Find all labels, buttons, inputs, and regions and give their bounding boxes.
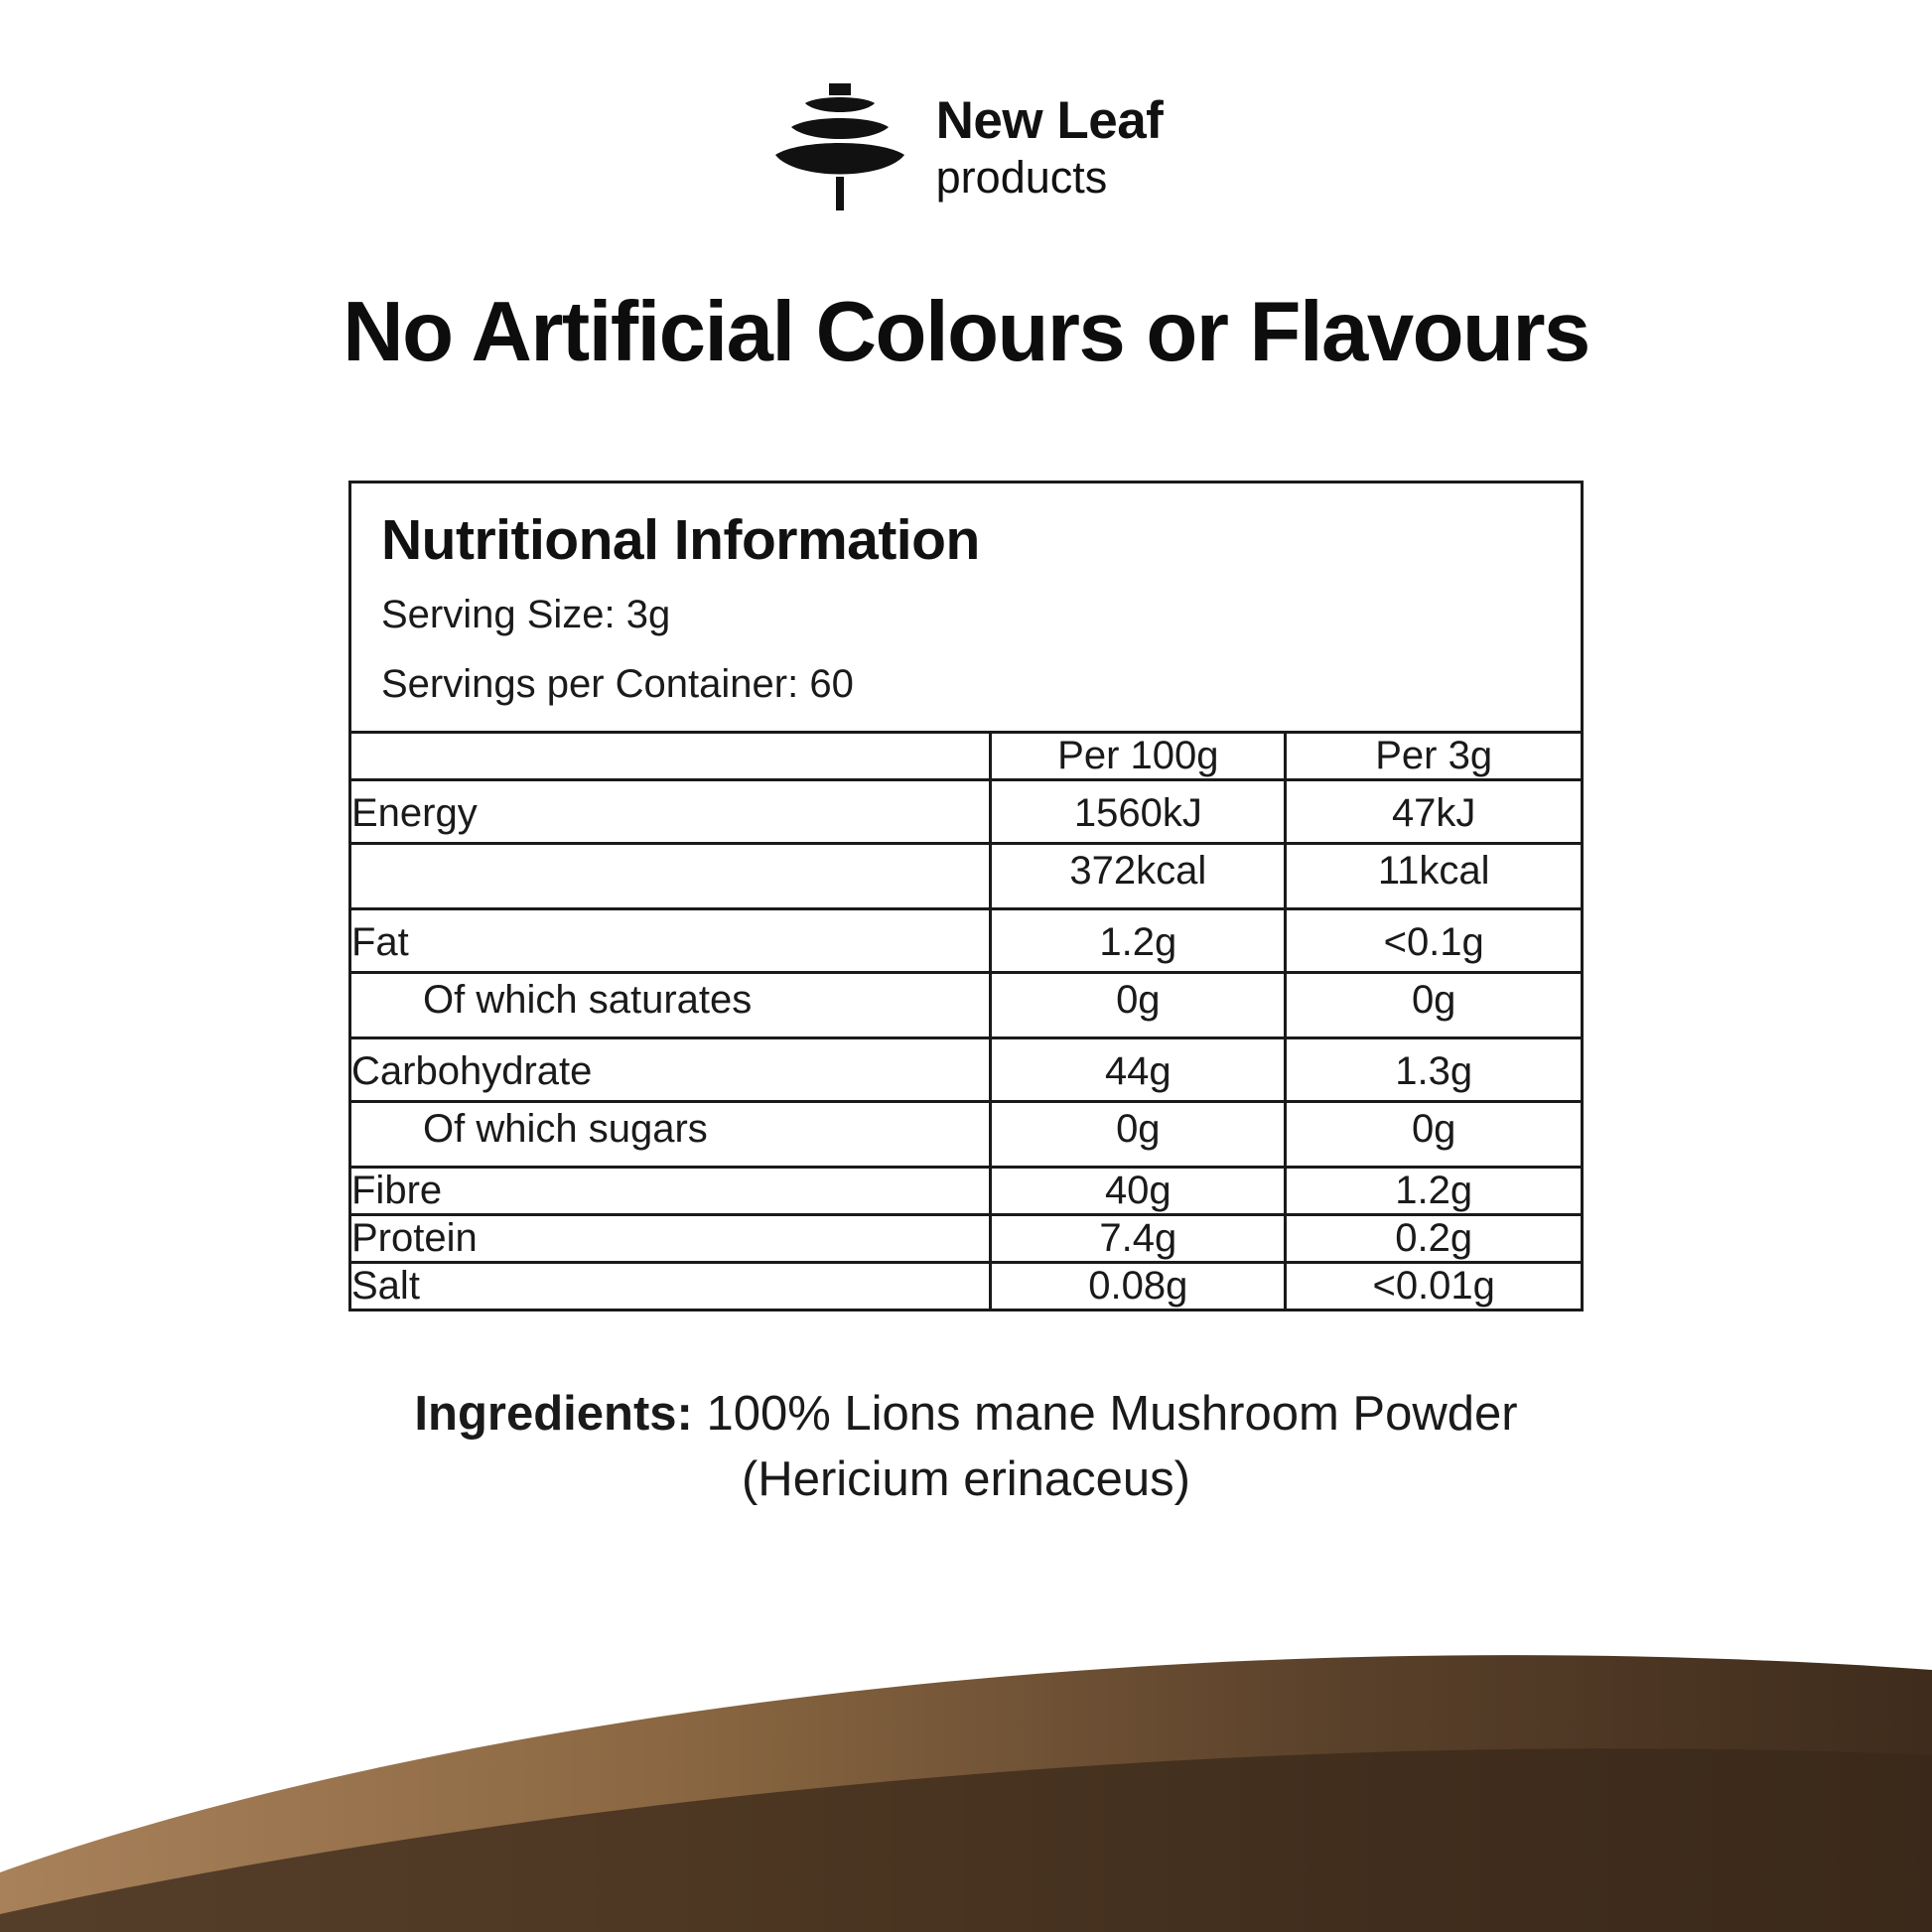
carbohydrate-per-3g: 1.3g — [1286, 1037, 1581, 1101]
ingredients-label: Ingredients: — [414, 1386, 693, 1441]
table-row — [351, 779, 1581, 843]
row-label-energy-blank — [351, 843, 991, 908]
column-header-nutrient — [351, 732, 991, 779]
ingredients-value: 100% Lions mane Mushroom Powder — [706, 1386, 1518, 1441]
fat-per-3g: <0.1g — [1286, 908, 1581, 972]
serving-size: Serving Size: 3g — [381, 592, 671, 636]
carbohydrate-per-100g: 44g — [991, 1037, 1286, 1101]
row-label-energy: Energy — [351, 779, 991, 843]
fibre-per-100g: 40g — [991, 1167, 1286, 1214]
table-row — [351, 1214, 1581, 1262]
table-row — [351, 1167, 1581, 1214]
ingredients-value-line2: (Hericium erinaceus) — [741, 1451, 1190, 1506]
table-row — [351, 843, 1581, 908]
brand-name: New Leaf — [935, 91, 1164, 150]
salt-per-100g: 0.08g — [991, 1262, 1286, 1309]
sugars-per-100g: 0g — [991, 1101, 1286, 1167]
fat-per-100g: 1.2g — [991, 908, 1286, 972]
nutrition-title: Nutritional Information — [381, 508, 980, 572]
protein-per-100g: 7.4g — [991, 1214, 1286, 1262]
fibre-per-3g: 1.2g — [1286, 1167, 1581, 1214]
bottom-swoosh-decoration — [0, 1575, 1932, 1932]
row-label-fat: Fat — [351, 908, 991, 972]
row-label-sugars: Of which sugars — [351, 1101, 991, 1167]
nutrition-table — [351, 731, 1581, 1309]
row-label-protein: Protein — [351, 1214, 991, 1262]
energy-per-3g-kcal: 11kcal — [1286, 843, 1581, 908]
table-header-row — [351, 732, 1581, 779]
row-label-salt: Salt — [351, 1262, 991, 1309]
leaf-stack-logo-icon — [769, 81, 910, 212]
saturates-per-3g: 0g — [1286, 972, 1581, 1037]
table-row — [351, 972, 1581, 1037]
servings-per-container: Servings per Container: 60 — [381, 661, 854, 706]
column-header-per-3g: Per 3g — [1286, 732, 1581, 779]
table-row — [351, 908, 1581, 972]
row-label-fibre: Fibre — [351, 1167, 991, 1214]
energy-per-100g-kj: 1560kJ — [991, 779, 1286, 843]
nutrition-panel — [348, 481, 1584, 1311]
table-row — [351, 1037, 1581, 1101]
brand-subtitle: products — [935, 152, 1108, 203]
row-label-carbohydrate: Carbohydrate — [351, 1037, 991, 1101]
protein-per-3g: 0.2g — [1286, 1214, 1581, 1262]
table-row — [351, 1262, 1581, 1309]
nutrition-panel-header — [351, 483, 1581, 731]
column-header-per-100g: Per 100g — [991, 732, 1286, 779]
energy-per-3g-kj: 47kJ — [1286, 779, 1581, 843]
saturates-per-100g: 0g — [991, 972, 1286, 1037]
sugars-per-3g: 0g — [1286, 1101, 1581, 1167]
salt-per-3g: <0.01g — [1286, 1262, 1581, 1309]
energy-per-100g-kcal: 372kcal — [991, 843, 1286, 908]
table-row — [351, 1101, 1581, 1167]
brand-header — [0, 0, 1932, 212]
page-title: No Artificial Colours or Flavours — [343, 285, 1589, 379]
ingredients-block — [192, 1381, 1740, 1512]
row-label-saturates: Of which saturates — [351, 972, 991, 1037]
